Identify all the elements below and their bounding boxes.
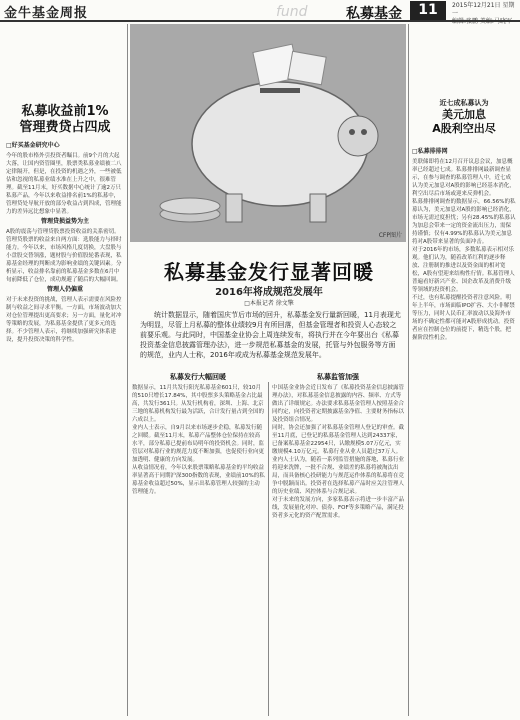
right-article-headline (412, 98, 516, 136)
right-article-body (412, 158, 516, 714)
column2-paragraph: 同时，协会还加强了对私募基金管理人登记的审查。截至11月底，已登记的私募基金管理人达到24337家，已备案私募基金22954只，认缴规模5.07万亿元，实缴规模4.10万亿元。私募行业从业人员超过37万人。 (272, 425, 405, 455)
main-byline: □本报记者 徐文擎 (244, 300, 294, 307)
left-article-body (6, 152, 124, 714)
main-subheadline: 2016年将成规范发展年 (215, 287, 323, 298)
left-article-headline (6, 104, 124, 136)
column1-body (132, 384, 265, 714)
photo-credit: CFP图片 (378, 232, 402, 239)
right-headline-kicker: 近七成私募认为 (439, 99, 489, 107)
main-lead-paragraph: 统计数据显示，随着国庆节后市场的回升，私募基金发行量新回暖，11月表现尤为明显，尽管上月私募的整体业绩较9月有所回落，但基金管理者和投资人心态较之前要乐观。与此同时，中国基金业协会上周连续发布，将执行并在今年要出台《私募投资基金信息披露管理办法》，进一步规范私募基金的发展，托管与外包服务等方面的规范，业内人士称，2016年或成为私募基金规范发展年。 (140, 311, 401, 359)
left-byline: □好买基金研究中心 (6, 142, 60, 149)
section-title: 私募基金 (346, 6, 402, 22)
news-photo (130, 24, 406, 242)
left-subheading: 管理贷损益势为主 (40, 218, 89, 225)
fund-watermark-word: fund (276, 4, 308, 20)
column2-paragraph: 业内人士认为，随着一系列监管措施的落地，私募行业将迎来洗牌，一批不合规、业绩差的私募将被淘汰出局，而具备核心投研能力与规范运作体系的私募将在竞争中脱颖而出。投资者在选择私募产品时应关注管理人的历史业绩、风控体系与合规记录。 (272, 457, 405, 495)
column2-heading: 私募监管加强 (317, 373, 359, 381)
right-paragraph: 不过，也有私募提醒投资者注意风险。明年上半年，市场面临IPO扩容、大小非解禁等压力，同时人民币汇率波动以及海外市场的不确定性都可能对A股形成扰动。投资者应在控制仓位的前提下，精选个股，把握阶段性机会。 (412, 295, 515, 341)
pig-bank-illustration (130, 24, 406, 242)
column-rule-left (127, 24, 128, 716)
left-headline-line1: 私募收益前1% (21, 104, 109, 119)
column1-paragraph: 数据显示，11月共发行阳光私募基金601只，较10月的510只增长17.84%，其中股票多头策略基金占比最高，共发行361只。从发行机构看，深圳、上海、北京三地的私募机构发行最为活跃，合计发行量占到全国的六成以上。 (132, 385, 265, 423)
column2-paragraph: 中国基金业协会近日发布了《私募投资基金信息披露管理办法》，对私募基金信息披露的内容、频率、方式等做出了详细规定。办法要求私募基金管理人按照基金合同约定，向投资者定期披露基金净值、主要财务指标以及投资组合情况。 (272, 385, 405, 423)
issue-date: 2015年12月21日 星期一 (452, 2, 515, 17)
page-number: 11 (410, 1, 446, 20)
newspaper-brand: 金牛基金周报 (4, 6, 89, 21)
dateline (452, 2, 520, 26)
editor-credit: 编辑:张鹏 美编:马晓军 (452, 18, 512, 25)
right-paragraph: 对于2016年的市场，多数私募表示相对乐观。他们认为，随着改革红利的逐步释放、注册制的推进以及资金面的相对宽松，A股有望迎来结构性行情。私募管理人普遍看好新兴产业、国企改革及消费升级等领域的投资机会。 (412, 247, 515, 293)
column1-heading: 私募发行大幅回暖 (170, 373, 226, 381)
left-paragraph: A股的震荡与管理贷股票投资收益的关系密切。管理贷股票的收益来自两方面：选股能力与择时能力。今年以来，市场风格几度切换，大盘股与小盘股交替领涨，题材股与价值股轮番表现，私募基金经理的判断成为影响业绩的关键因素。分析显示，收益排名靠前的私募基金多数在6月中旬前降低了仓位，成功规避了随后的大幅回调。 (6, 229, 122, 283)
right-paragraph: 私募排排网调查的数据显示，66.56%的私募认为，美元加息对A股的影响已经消化，市场无需过度担忧；另有28.45%的私募认为加息会带来一定的资金流出压力，需保持谨慎；仅有4.99%的私募认为美元加息将对A股带来显著的负面冲击。 (412, 199, 516, 245)
main-headline: 私募基金发行显著回暖 (164, 260, 374, 284)
column1-paragraph: 业内人士表示，自9月以来市场逐步企稳，私募发行随之回暖。截至11月末，私募产品整体仓位保持在较高水平，部分私募已提前布局明年的投资机会。同时，监管层对私募行业的规范力度不断加强，也促使行业向更加透明、健康的方向发展。 (132, 425, 265, 463)
column2-body (272, 384, 405, 714)
page-header (0, 0, 520, 25)
right-headline-line2: A股利空出尽 (432, 122, 496, 135)
left-headline-line2: 管理费贷占四成 (19, 120, 111, 135)
right-paragraph: 美联储即将在12月召开议息会议，加息概率已经超过七成。私募排排网最新调查显示，在参与调查的私募管理人中，近七成认为美元加息对A股的影响已经基本消化，利空出尽后市场或迎来反弹机会。 (412, 159, 515, 197)
column1-paragraph: 从收益情况看，今年以来股票策略私募基金的平均收益率显著高于同期沪深300指数的表现，业绩前10%的私募基金收益超过50%，显示出私募管理人较强的主动管理能力。 (132, 465, 265, 495)
column-rule-right (408, 24, 409, 716)
right-byline: □私募排排网 (412, 148, 448, 155)
column2-paragraph: 对于未来的发展方向，多家私募表示将进一步丰富产品线，发展量化对冲、债券、FOF等多策略产品，满足投资者多元化的资产配置需求。 (272, 497, 405, 519)
left-paragraph: 对于未来投资的挑战，管理人表示需要在风险控制与收益之间寻求平衡。一方面，市场波动加大对仓位管理提出更高要求；另一方面，量化对冲等策略的发展，为私募基金提供了更多元的选择。不少管理人表示，将继续加强研究体系建设，提升投资决策的科学性。 (6, 297, 122, 343)
left-subheading: 管理人仍偏重 (46, 286, 83, 293)
left-paragraph: 今年的股市格外引投资者瞩目。前9个月的大起大落，让国内资管圈里，股票类私募业绩被二八定律隔开，但是，在投资的机遇之外，一些被低估和忽视的私募业绩水准在上升之中，很难管理。截至11月末，好买数据中心统计了逾2万只私募产品，今年以来收益排名前1%的私募中，管理贷处导航开放的部分收益占到四成，管理能力的差异远比想象中显著。 (6, 153, 122, 215)
column-rule-center (268, 382, 269, 716)
right-headline-line1: 美元加息 (442, 108, 486, 121)
